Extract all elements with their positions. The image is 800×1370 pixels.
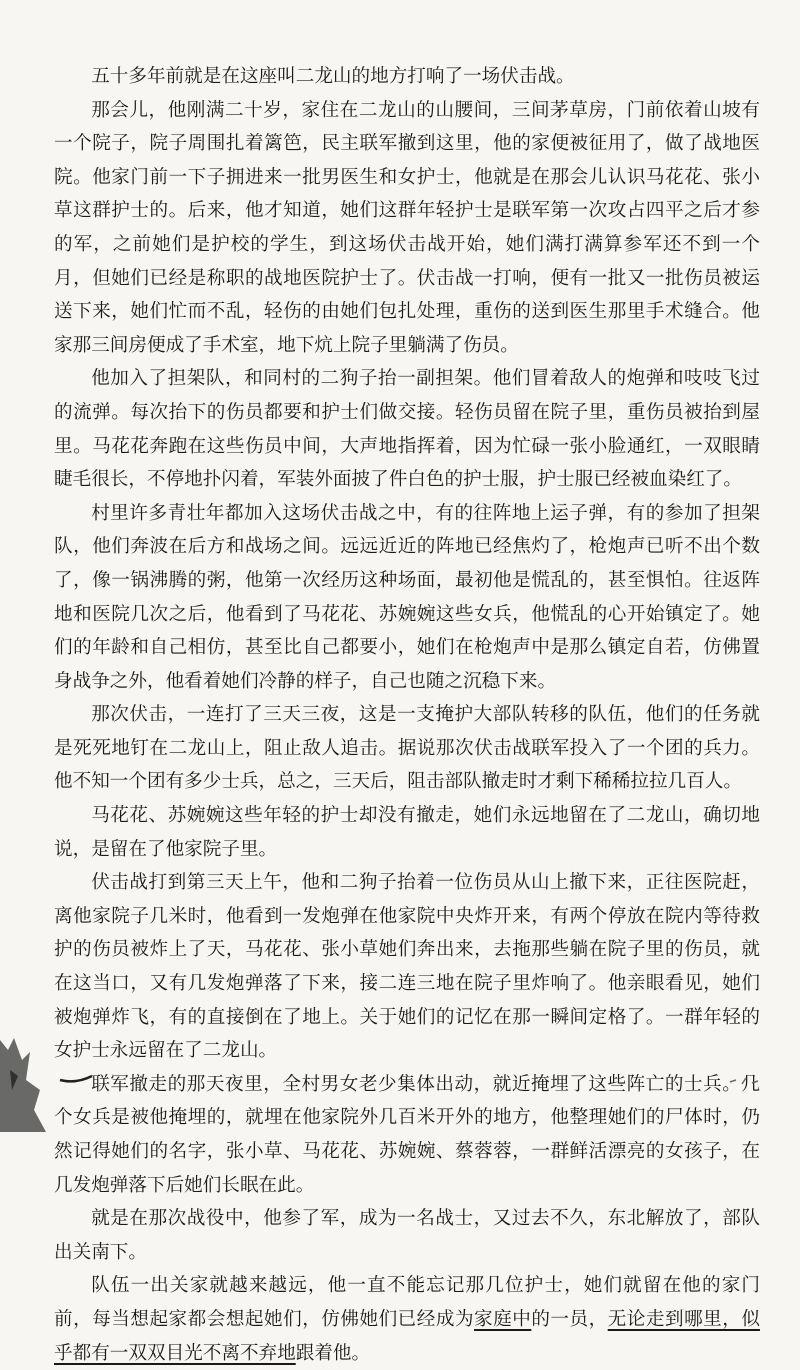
paragraph-9: 就是在那次战役中，他参了军，成为一名战士，又过去不久，东北解放了，部队出关南下。 [54,1208,760,1263]
underlined-phrase-2: 无论走到哪里，似乎都有一双双目光不离不弃地 [54,1308,760,1364]
paragraph-10-end: 跟着他。 [295,1342,371,1364]
paragraph-10 [54,1269,760,1370]
scan-noise-bottom-right [726,1074,766,1090]
paragraph-2: 那会儿，他刚满二十岁，家住在二龙山的山腰间，三间茅草房，门前依着山坡有一个院子，院子周围扎着篱笆，民主联军撤到这里，他的家便被征用了，做了战地医院。他家门前一下子拥进来一批男医生和女护士，他就是在那会儿认识马花花、张小草这群护士的。后来，他才知道，她们这群年轻护士是联军第一次攻占四平之后才参的军，之前她们是护校的学生，到这场伏击战开始，她们满打满算参军还不到一个月，但她们已经是称职的战地医院护士了。伏击战一打响，便有一批又一批伤员被运送下来，她们忙而不乱，轻伤的由她们包扎处理，重伤的送到医生那里手术缝合。他家那三间房便成了手术室，地下炕上院子里躺满了伤员。 [54,99,760,356]
paragraph-5: 那次伏击，一连打了三天三夜，这是一支掩护大部队转移的队伍，他们的任务就是死死地钉在二龙山上，阻止敌人追击。据说那次伏击战联军投入了一个团的兵力。他不知一个团有多少士兵，总之，三天后，阻击部队撤走时才剩下稀稀拉拉几百人。 [54,704,760,793]
paragraph-7: 伏击战打到第三天上午，他和二狗子抬着一位伤员从山上撤下来，正往医院赶，离他家院子几米时，他看到一发炮弹在他家院中央炸开来，有两个停放在院内等待救护的伤员被炸上了天，马花花、张小草她们奔出来，去拖那些躺在院子里的伤员，就在这当口，又有几发炮弹落了下来，接二连三地在院子里炸响了。他亲眼看见，她们被炮弹炸飞，有的直接倒在了地上。关于她们的记忆在那一瞬间定格了。一群年轻的女护士永远留在了二龙山。 [54,872,760,1062]
document-page [54,60,760,1370]
paragraph-10-start: 队伍一出关家就越来越远，他一直不能忘记那几位护士，她们就留在他的家门前，每当想起家都会想起她们，仿佛她们已经成为 [54,1275,760,1330]
paragraph-4: 村里许多青壮年都加入这场伏击战之中，有的往阵地上运子弹，有的参加了担架队，他们奔波在后方和战场之间。远远近近的阵地已经焦灼了，枪炮声已听不出个数了，像一锅沸腾的粥，他第一次经历这种场面，最初他是慌乱的，甚至惧怕。往返阵地和医院几次之后，他看到了马花花、苏婉婉这些女兵，他慌乱的心开始镇定了。她们的年龄和自己相仿，甚至比自己都要小，她们在枪炮声中是那么镇定自若，仿佛置身战争之外，他看着她们冷静的样子，自己也随之沉稳下来。 [54,502,760,692]
paragraph-8: 联军撤走的那天夜里，全村男女老少集体出动，就近掩埋了这些阵亡的士兵。几个女兵是被他掩埋的，就埋在他家院外几百米开外的地方，他整理她们的尸体时，仍然记得她们的名字，张小草、马花花、苏婉婉、蔡蓉蓉，一群鲜活漂亮的女孩子，在几发炮弹落下后她们长眠在此。 [54,1073,760,1196]
scan-stroke-bottom-left [58,1070,98,1090]
paragraph-3: 他加入了担架队，和同村的二狗子抬一副担架。他们冒着敌人的炮弹和吱吱飞过的流弹。每次抬下的伤员都要和护士们做交接。轻伤员留在院子里，重伤员被抬到屋里。马花花奔跑在这些伤员中间，大声地指挥着，因为忙碌一张小脸通红，一双眼睛睫毛很长，不停地扑闪着，军装外面披了件白色的护士服，护士服已经被血染红了。 [54,368,760,491]
paragraph-1: 五十多年前就是在这座叫二龙山的地方打响了一场伏击战。 [91,66,575,87]
paragraph-10-middle: 的一员， [531,1308,608,1330]
paragraph-6: 马花花、苏婉婉这些年轻的护士却没有撤走，她们永远地留在了二龙山，确切地说，是留在了他家院子里。 [54,805,760,860]
underlined-phrase-1: 家庭中 [474,1308,532,1330]
